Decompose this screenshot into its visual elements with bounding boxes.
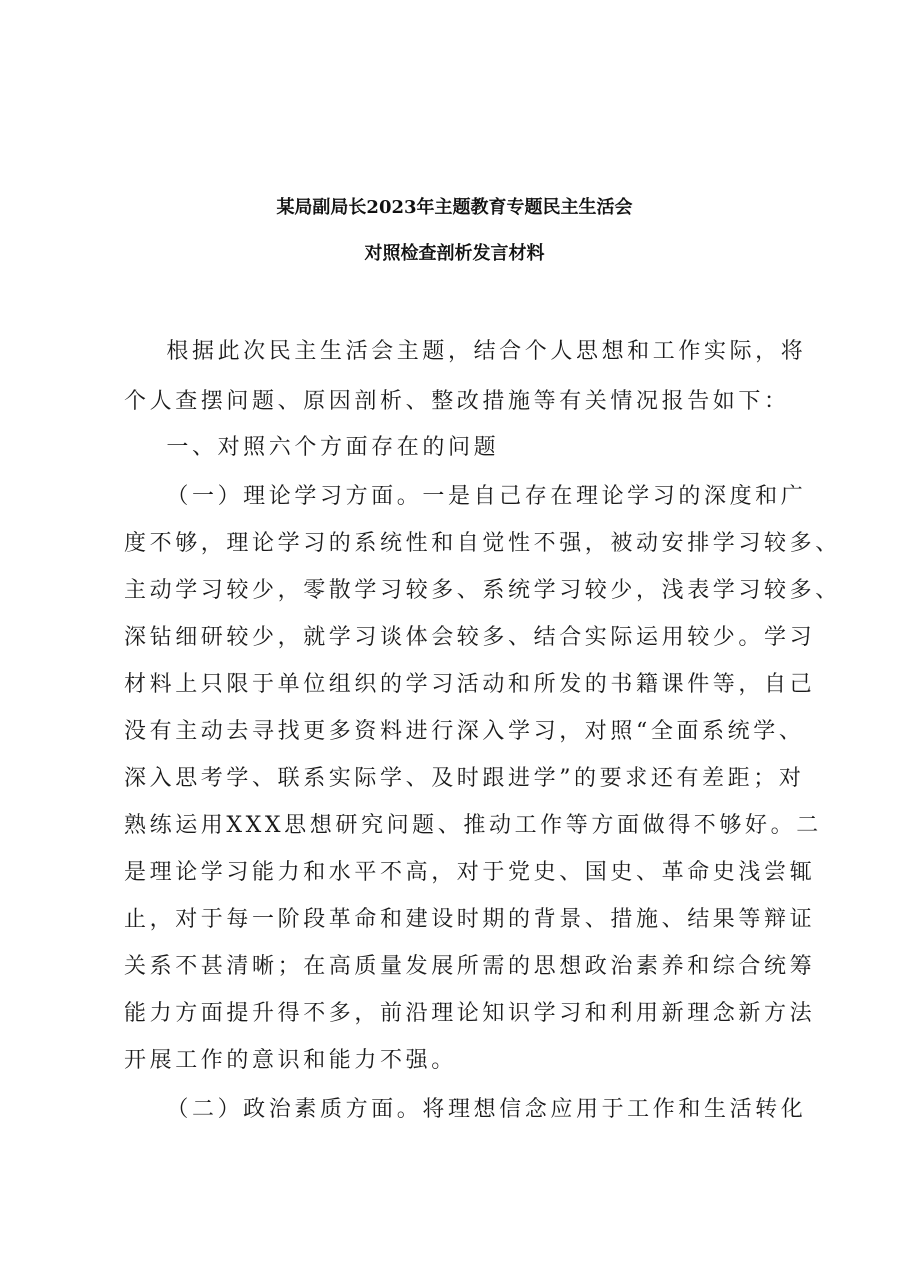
body-line: 个人查摆问题、原因剖析、整改措施等有关情况报告如下： — [124, 389, 790, 414]
section-heading: 一、对照六个方面存在的问题 — [124, 435, 500, 460]
body-line: （二）政治素质方面。将理想信念应用于工作和生活转化 — [124, 1097, 807, 1122]
body-line: 能力方面提升得不多，前沿理论知识学习和利用新理念新方法 — [124, 1001, 816, 1026]
body-line: 开展工作的意识和能力不强。 — [124, 1048, 457, 1073]
body-line: 度不够，理论学习的系统性和自觉性不强，被动安排学习较多、 — [124, 531, 841, 556]
body-line: 材料上只限于单位组织的学习活动和所发的书籍课件等，自己 — [124, 672, 816, 697]
body-line: 关系不甚清晰；在高质量发展所需的思想政治素养和综合统筹 — [124, 954, 816, 979]
body-line: 止，对于每一阶段革命和建设时期的背景、措施、结果等辩证 — [124, 907, 816, 932]
body-line: 没有主动去寻找更多资料进行深入学习，对照“全面系统学、 — [124, 719, 805, 744]
body-line: 深钻细研较少，就学习谈体会较多、结合实际运用较少。学习 — [124, 625, 816, 650]
body-line: 根据此次民主生活会主题，结合个人思想和工作实际，将 — [124, 339, 807, 364]
body-line: 深入思考学、联系实际学、及时跟进学”的要求还有差距；对 — [124, 766, 805, 791]
document-title-line-2: 对照检查剖析发言材料 — [364, 243, 545, 264]
body-line: （一）理论学习方面。一是自己存在理论学习的深度和广 — [124, 484, 807, 509]
body-line: 主动学习较少，零散学习较多、系统学习较少，浅表学习较多、 — [124, 578, 841, 603]
body-line: 是理论学习能力和水平不高，对于党史、国史、革命史浅尝辄 — [124, 860, 816, 885]
body-line: 熟练运用XXX思想研究问题、推动工作等方面做得不够好。二 — [124, 813, 822, 838]
document-title-line-1: 某局副局长2023年主题教育专题民主生活会 — [276, 197, 633, 218]
